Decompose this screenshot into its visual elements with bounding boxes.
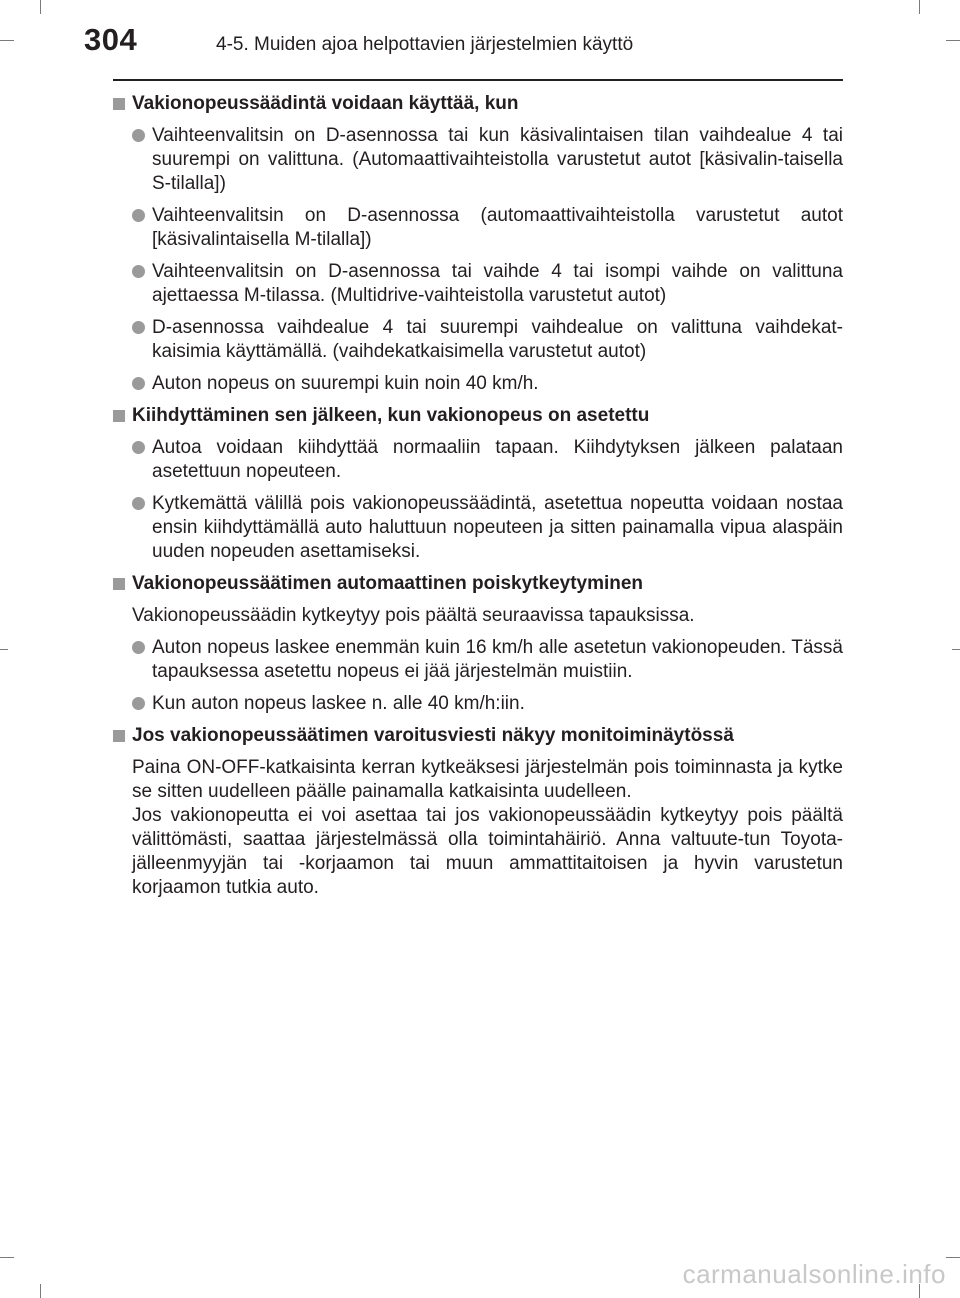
square-bullet-icon xyxy=(113,410,125,422)
list-item xyxy=(113,636,843,684)
section-title-text: Kiihdyttäminen sen jälkeen, kun vakionopeus on asetettu xyxy=(132,405,650,426)
list-item xyxy=(113,260,843,308)
list-item-text: Kun auton nopeus laskee n. alle 40 km/h:iin. xyxy=(152,693,525,714)
crop-mark xyxy=(0,1257,14,1258)
list-item xyxy=(113,372,843,396)
section-title xyxy=(113,404,843,428)
section-warning-message xyxy=(113,724,843,900)
circle-bullet-icon xyxy=(132,641,145,654)
section-auto-cancel xyxy=(113,572,843,716)
section-accelerating xyxy=(113,404,843,564)
circle-bullet-icon xyxy=(132,697,145,710)
list-item-text: Autoa voidaan kiihdyttää normaaliin tapaan. Kiihdytyksen jälkeen palataan asetettuun nopeuteen. xyxy=(152,437,843,482)
circle-bullet-icon xyxy=(132,129,145,142)
circle-bullet-icon xyxy=(132,377,145,390)
section-title-text: Vakionopeussäädintä voidaan käyttää, kun xyxy=(132,93,519,114)
list-item-text: Kytkemättä välillä pois vakionopeussäädintä, asetettua nopeutta voidaan nostaa ensin kiihdyttämällä auto haluttuun nopeuteen ja sitten painamalla vipua alaspäin uuden nopeuden asettamiseksi. xyxy=(152,493,843,562)
crop-mark xyxy=(40,1284,41,1298)
section-header: 4-5. Muiden ajoa helpottavien järjestelmien käyttö xyxy=(216,34,634,55)
circle-bullet-icon xyxy=(132,321,145,334)
circle-bullet-icon xyxy=(132,441,145,454)
crop-mark xyxy=(946,40,960,41)
crop-mark xyxy=(952,649,960,650)
list-item xyxy=(113,692,843,716)
watermark: carmanualsonline.info xyxy=(682,1259,946,1289)
list-item xyxy=(113,436,843,484)
list-item-text: D-asennossa vaihdealue 4 tai suurempi vaihdealue on valittuna vaihdekat-kaisimia käyttämällä. (vaihdekatkaisimella varustetut autot) xyxy=(152,317,843,362)
page-content xyxy=(113,92,843,908)
crop-mark xyxy=(40,0,41,14)
page-number: 304 xyxy=(84,22,138,57)
list-item xyxy=(113,492,843,564)
circle-bullet-icon xyxy=(132,265,145,278)
list-item xyxy=(113,316,843,364)
list-item xyxy=(113,124,843,196)
list-item-text: Auton nopeus on suurempi kuin noin 40 km/h. xyxy=(152,373,539,394)
list-item-text: Vaihteenvalitsin on D-asennossa (automaattivaihteistolla varustetut autot [käsivalintaisella M-tilalla]) xyxy=(152,205,843,250)
section-title xyxy=(113,572,843,596)
circle-bullet-icon xyxy=(132,209,145,222)
list-item-text: Auton nopeus laskee enemmän kuin 16 km/h alle asetetun vakionopeuden. Tässä tapauksessa asetettu nopeus ei jää järjestelmän muistiin. xyxy=(152,637,843,682)
crop-mark xyxy=(919,0,920,14)
section-cruise-usable xyxy=(113,92,843,396)
list-item-text: Vaihteenvalitsin on D-asennossa tai kun käsivalintaisen tilan vaihdealue 4 tai suurempi on valittuna. (Automaattivaihteistolla varustetut autot [käsivalin-taisella S-tilalla]) xyxy=(152,125,843,194)
paragraph: Paina ON-OFF-katkaisinta kerran kytkeäksesi järjestelmän pois toiminnasta ja kytke se sitten uudelleen päälle painamalla katkaisinta uudelleen. xyxy=(132,757,843,802)
crop-mark xyxy=(946,1257,960,1258)
paragraph: Jos vakionopeutta ei voi asettaa tai jos vakionopeussäädin kytkeytyy pois päältä välittömästi, saattaa järjestelmässä olla toimintahäiriö. Anna valtuute-tun Toyota-jälleenmyyjän tai -korjaamon tai muun ammattitaitoisen ja hyvin varustetun korjaamon tutkia auto. xyxy=(132,805,843,898)
header-divider xyxy=(113,79,843,81)
crop-mark xyxy=(0,649,8,650)
square-bullet-icon xyxy=(113,578,125,590)
section-title xyxy=(113,724,843,748)
section-title-text: Vakionopeussäätimen automaattinen poiskytkeytyminen xyxy=(132,573,644,594)
section-title xyxy=(113,92,843,116)
list-item-text: Vaihteenvalitsin on D-asennossa tai vaihde 4 tai isompi vaihde on valittuna ajettaessa M-tilassa. (Multidrive-vaihteistolla varustetut autot) xyxy=(152,261,843,306)
list-item xyxy=(113,204,843,252)
square-bullet-icon xyxy=(113,98,125,110)
circle-bullet-icon xyxy=(132,497,145,510)
section-intro: Vakionopeussäädin kytkeytyy pois päältä seuraavissa tapauksissa. xyxy=(132,605,695,626)
section-title-text: Jos vakionopeussäätimen varoitusviesti näkyy monitoiminäytössä xyxy=(132,725,734,746)
crop-mark xyxy=(0,40,14,41)
square-bullet-icon xyxy=(113,730,125,742)
